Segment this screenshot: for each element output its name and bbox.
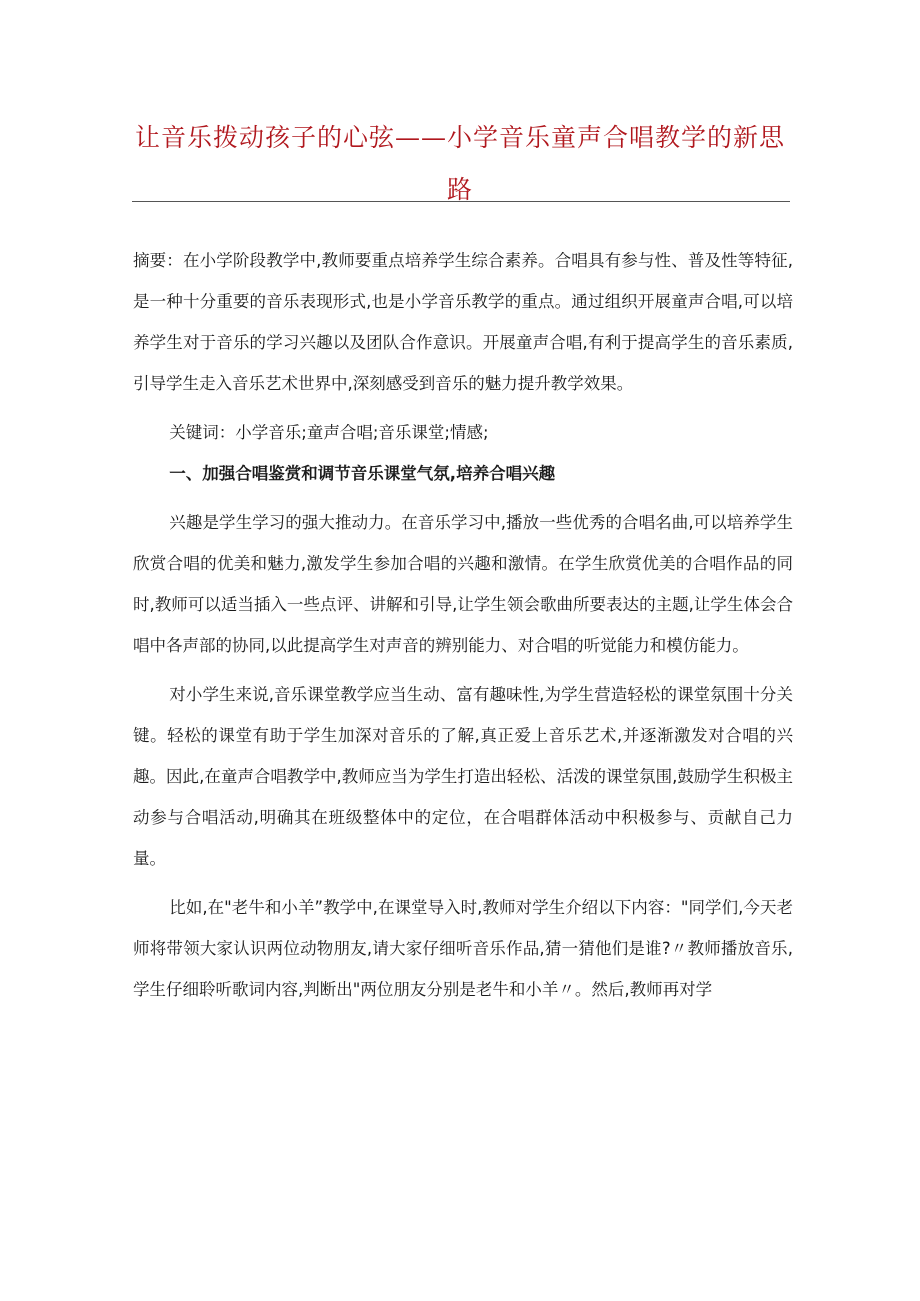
abstract-paragraph: 摘要：在小学阶段教学中,教师要重点培养学生综合素养。合唱具有参与性、普及性等特征,是一种十分重要的音乐表现形式,也是小学音乐教学的重点。通过组织开展童声合唱,可以培养学生对于音乐的学习兴趣以及团队合作意识。开展童声合唱,有利于提高学生的音乐素质,引导学生走入音乐艺术世界中,深刻感受到音乐的魅力提升教学效果。 <box>133 251 793 393</box>
body-paragraph-1: 兴趣是学生学习的强大推动力。在音乐学习中,播放一些优秀的合唱名曲,可以培养学生欣赏合唱的优美和魅力,激发学生参加合唱的兴趣和激情。在学生欣赏优美的合唱作品的同时,教师可以适当插入一些点评、讲解和引导,让学生领会歌曲所要表达的主题,让学生体会合唱中各声部的协同,以此提高学生对声音的辨别能力、对合唱的听觉能力和模仿能力。 <box>133 513 793 655</box>
title-divider <box>132 201 790 202</box>
document-body <box>133 240 793 1010</box>
document-title: 让音乐拨动孩子的心弦——小学音乐童声合唱教学的新思路 <box>134 123 785 204</box>
body-paragraph-2: 对小学生来说,音乐课堂教学应当生动、富有趣味性,为学生营造轻松的课堂氛围十分关键。轻松的课堂有助于学生加深对音乐的了解,真正爱上音乐艺术,并逐渐激发对合唱的兴趣。因此,在童声合唱教学中,教师应当为学生打造出轻松、活泼的课堂氛围,鼓励学生积极主动参与合唱活动,明确其在班级整体中的定位，在合唱群体活动中积极参与、贡献自己力量。 <box>133 685 793 868</box>
body-paragraph-3: 比如,在"老牛和小羊”教学中,在课堂导入时,教师对学生介绍以下内容："同学们,今天老师将带领大家认识两位动物朋友,请大家仔细听音乐作品,猜一猜他们是谁?〃教师播放音乐,学生仔细聆听歌词内容,判断出"两位朋友分别是老牛和小羊〃。然后,教师再对学 <box>133 898 793 999</box>
section-heading: 一、加强合唱鉴赏和调节音乐课堂气氛,培养合唱兴趣 <box>169 464 556 483</box>
keywords-paragraph: 关键词：小学音乐;童声合唱;音乐课堂;情感; <box>169 423 489 442</box>
